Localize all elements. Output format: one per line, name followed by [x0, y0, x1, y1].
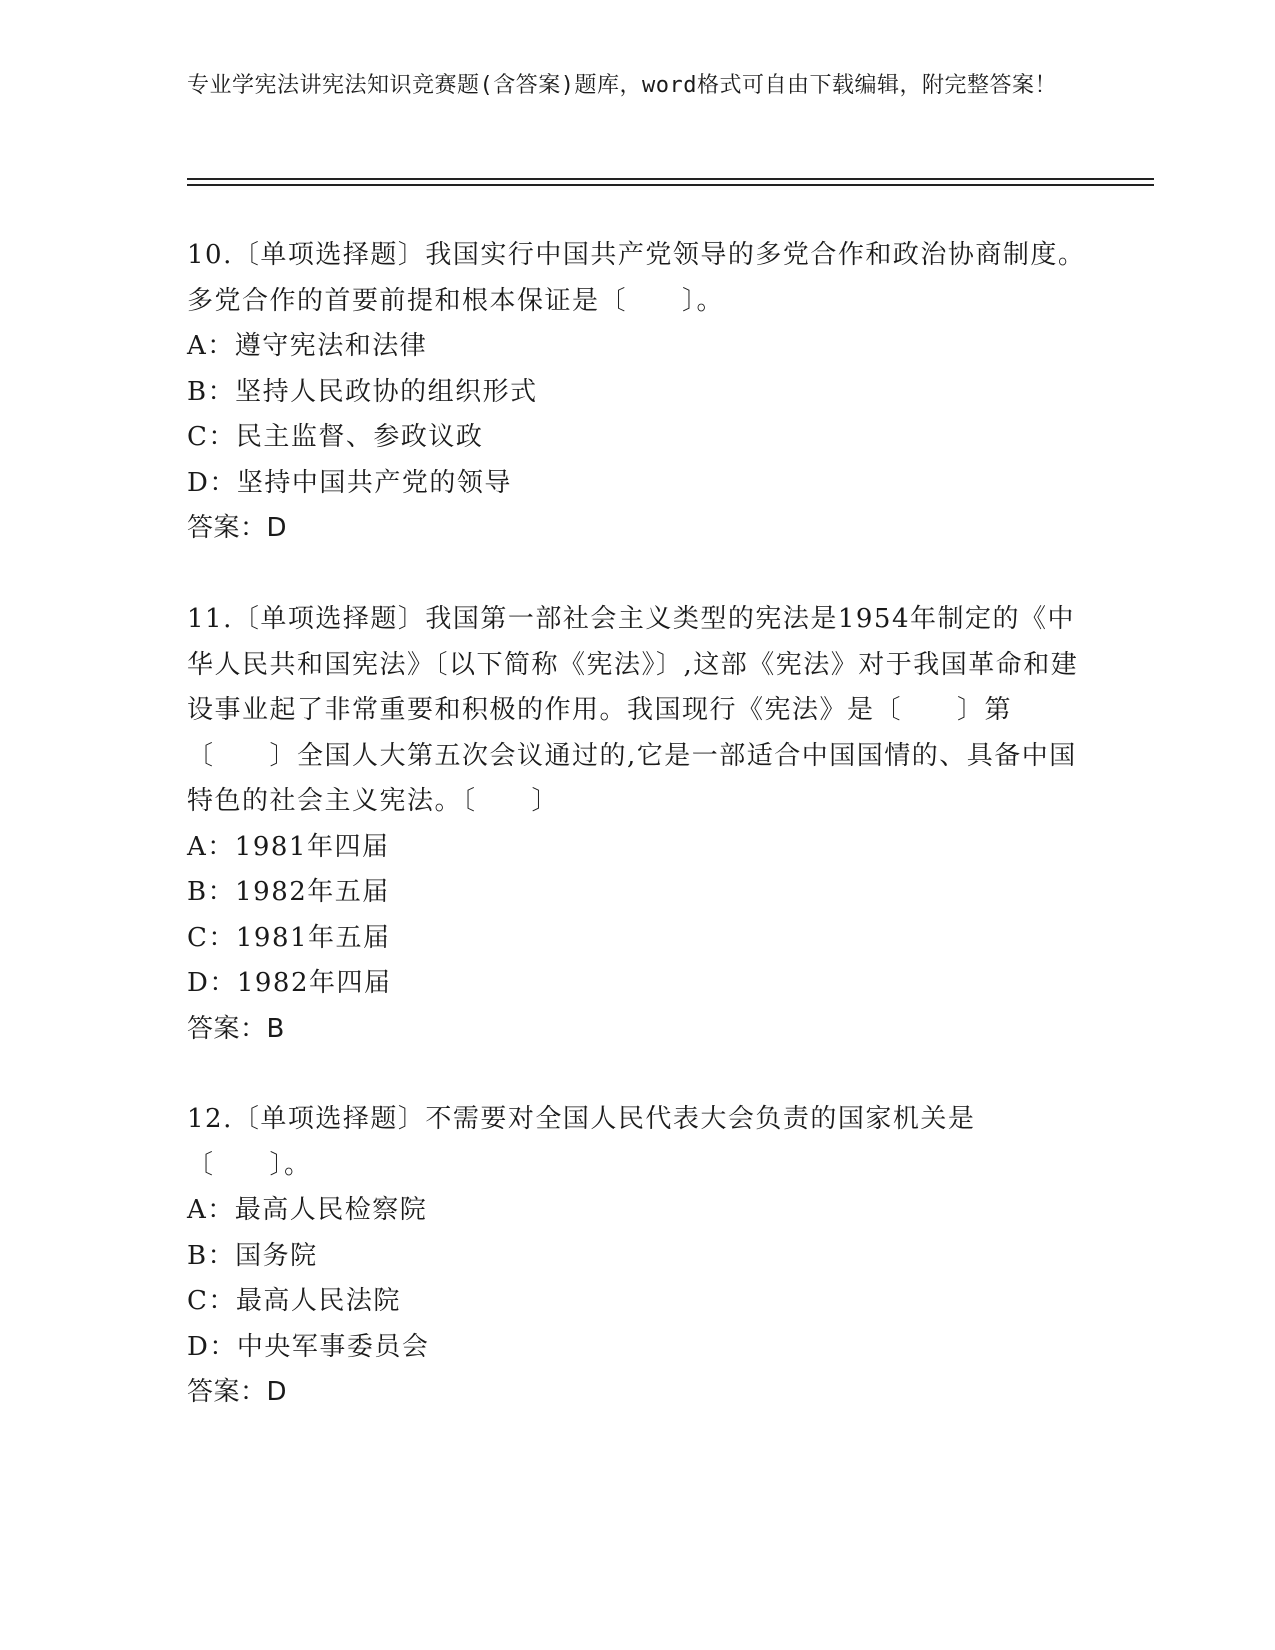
- option-b: B：国务院: [187, 1240, 318, 1271]
- document-header: 专业学宪法讲宪法知识竞赛题(含答案)题库，word格式可自由下载编辑，附完整答案！: [187, 73, 1057, 98]
- option-d: D：1982年四届: [187, 968, 392, 998]
- option-d: D：中央军事委员会: [187, 1331, 430, 1362]
- question-stem: 11.〔单项选择题〕我国第一部社会主义类型的宪法是1954年制定的《中华人民共和国宪法》〔以下简称《宪法》〕,这部《宪法》对于我国革命和建设事业起了非常重要和积极的作用。我国现行《宪法》是〔 〕第〔 〕全国人大第五次会议通过的,它是一部适合中国国情的、具备中国特色的社会主义宪法。〔 〕: [187, 604, 1079, 816]
- option-c: C：最高人民法院: [187, 1286, 401, 1316]
- option-a: A：遵守宪法和法律: [187, 331, 428, 361]
- option-c: C：民主监督、参政议政: [187, 422, 484, 452]
- option-b: B：坚持人民政协的组织形式: [187, 376, 538, 407]
- question-stem: 12.〔单项选择题〕不需要对全国人民代表大会负责的国家机关是〔 〕。: [187, 1104, 976, 1180]
- header-divider-top: [187, 178, 1154, 180]
- answer-line: 答案：B: [187, 1013, 285, 1044]
- answer-line: 答案：D: [187, 1377, 288, 1407]
- question-10: [187, 233, 1087, 552]
- option-b: B：1982年五届: [187, 877, 390, 907]
- header-divider-bottom: [187, 184, 1154, 186]
- question-12: [187, 1097, 1087, 1416]
- question-stem: 10.〔单项选择题〕我国实行中国共产党领导的多党合作和政治协商制度。多党合作的首要前提和根本保证是〔 〕。: [187, 240, 1086, 316]
- option-a: A：1981年四届: [187, 831, 390, 862]
- option-d: D：坚持中国共产党的领导: [187, 467, 512, 498]
- option-c: C：1981年五届: [187, 922, 391, 953]
- question-11: [187, 597, 1087, 1052]
- answer-line: 答案：D: [187, 513, 288, 543]
- option-a: A：最高人民检察院: [187, 1195, 428, 1225]
